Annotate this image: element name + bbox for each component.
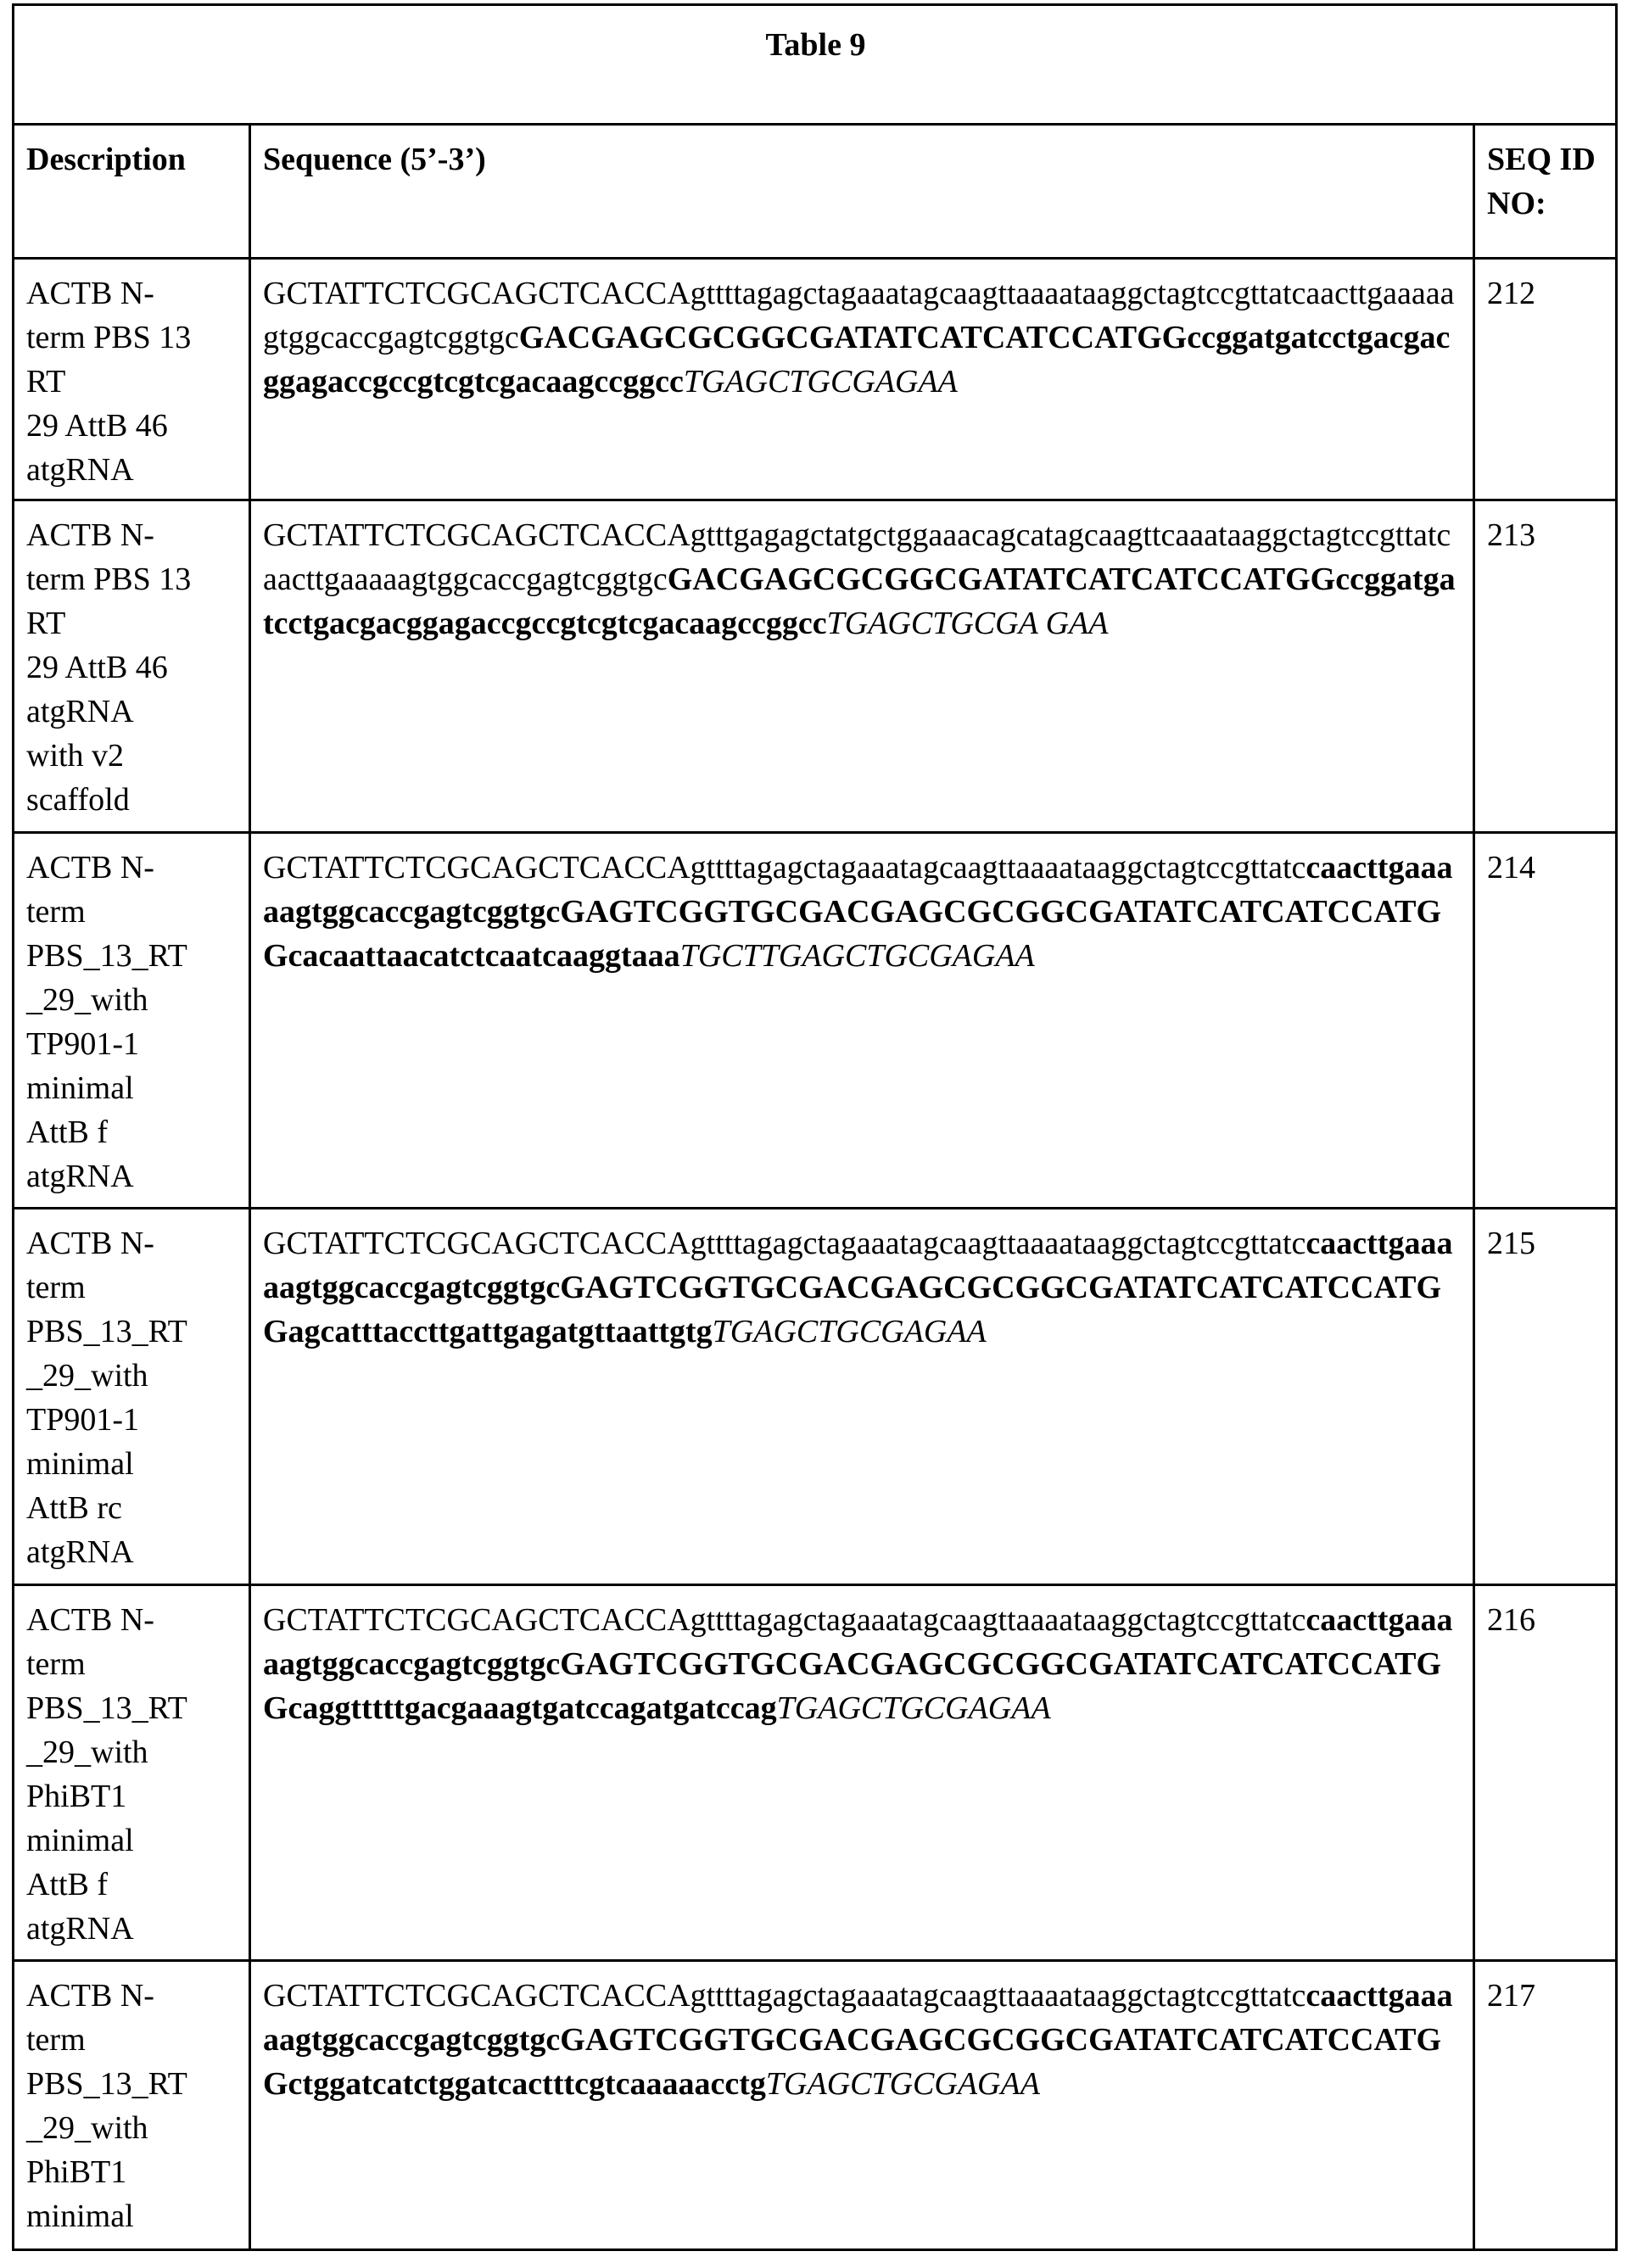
- sequence-bold: caacttgaaaaagtggcaccgagtcggtgcGAGTCGGTGCGACGAGCGCGGCGATATCATCATCCATGGctggatcatctggatcactttcgtcaaaaacctg: [263, 1978, 1452, 2102]
- header-sequence: Sequence (5’-3’): [250, 125, 1474, 259]
- table-title: Table 9: [14, 5, 1617, 125]
- sequence-italic: TGAGCTGCGAGAA: [766, 2066, 1040, 2102]
- row-description: ACTB N- term PBS_13_RT _29_with PhiBT1 minimal: [14, 1961, 250, 2250]
- row-seq-id: 214: [1474, 833, 1617, 1209]
- row-sequence: [250, 1209, 1474, 1585]
- sequence-plain: GCTATTCTCGCAGCTCACCAgttttagagctagaaatagcaagttaaaataaggctagtccgttatc: [263, 1978, 1306, 2014]
- table-row: [14, 833, 1617, 1209]
- sequence-bold: GACGAGCGCGGCGATATCATCATCCATGGccggatgatcctgacgacggagaccgccgtcgtcgacaagccggcc: [263, 320, 1450, 399]
- row-seq-id: 215: [1474, 1209, 1617, 1585]
- table-row: [14, 500, 1617, 833]
- row-description: ACTB N- term PBS_13_RT _29_with PhiBT1 minimal AttB f atgRNA: [14, 1585, 250, 1961]
- sequence-bold: caacttgaaaaagtggcaccgagtcggtgcGAGTCGGTGCGACGAGCGCGGCGATATCATCATCCATGGcaggtttttgacgaaagtgatccagatgatccag: [263, 1602, 1452, 1726]
- row-seq-id: 216: [1474, 1585, 1617, 1961]
- sequence-italic: TGAGCTGCGAGAA: [684, 364, 958, 399]
- row-seq-id: 212: [1474, 259, 1617, 500]
- sequence-bold: caacttgaaaaagtggcaccgagtcggtgcGAGTCGGTGCGACGAGCGCGGCGATATCATCATCCATGGagcatttaccttgattgagatgttaattgtg: [263, 1226, 1452, 1349]
- sequence-plain: GCTATTCTCGCAGCTCACCAgttttagagctagaaatagcaagttaaaataaggctagtccgttatc: [263, 1602, 1306, 1638]
- sequence-plain: GCTATTCTCGCAGCTCACCAgttttagagctagaaatagcaagttaaaataaggctagtccgttatc: [263, 1226, 1306, 1261]
- row-sequence: [250, 259, 1474, 500]
- row-description: ACTB N- term PBS 13 RT 29 AttB 46 atgRNA with v2 scaffold: [14, 500, 250, 833]
- sequence-italic: TGAGCTGCGAGAA: [713, 1314, 987, 1349]
- sequence-bold: caacttgaaaaagtggcaccgagtcggtgcGAGTCGGTGCGACGAGCGCGGCGATATCATCATCCATGGcacaattaacatctcaatcaaggtaaa: [263, 850, 1452, 974]
- sequence-italic: TGAGCTGCGAGAA: [777, 1690, 1051, 1726]
- row-description: ACTB N- term PBS_13_RT _29_with TP901-1 minimal AttB rc atgRNA: [14, 1209, 250, 1585]
- row-sequence: [250, 1961, 1474, 2250]
- sequence-italic: TGCTTGAGCTGCGAGAA: [680, 938, 1035, 974]
- header-description: Description: [14, 125, 250, 259]
- row-description: ACTB N- term PBS_13_RT _29_with TP901-1 minimal AttB f atgRNA: [14, 833, 250, 1209]
- row-sequence: [250, 500, 1474, 833]
- table-row: [14, 1209, 1617, 1585]
- table-row: [14, 259, 1617, 500]
- row-sequence: [250, 833, 1474, 1209]
- sequence-plain: GCTATTCTCGCAGCTCACCAgttttagagctagaaatagcaagttaaaataaggctagtccgttatcaacttgaaaaagtggcaccgagtcggtgc: [263, 276, 1454, 355]
- row-sequence: [250, 1585, 1474, 1961]
- row-seq-id: 213: [1474, 500, 1617, 833]
- table-row: [14, 1585, 1617, 1961]
- table-row: [14, 1961, 1617, 2250]
- sequence-table: [12, 3, 1618, 2251]
- sequence-bold: GACGAGCGCGGCGATATCATCATCCATGGccggatgatcctgacgacggagaccgccgtcgtcgacaagccggcc: [263, 561, 1456, 641]
- sequence-plain: GCTATTCTCGCAGCTCACCAgttttagagctagaaatagcaagttaaaataaggctagtccgttatc: [263, 850, 1306, 885]
- row-description: ACTB N- term PBS 13 RT 29 AttB 46 atgRNA: [14, 259, 250, 500]
- sequence-plain: GCTATTCTCGCAGCTCACCAgtttgagagctatgctggaaacagcatagcaagttcaaataaggctagtccgttatcaacttgaaaaagtggcaccgagtcggtgc: [263, 517, 1451, 597]
- row-seq-id: 217: [1474, 1961, 1617, 2250]
- header-seq-id: SEQ ID NO:: [1474, 125, 1617, 259]
- sequence-italic: TGAGCTGCGA GAA: [827, 606, 1109, 641]
